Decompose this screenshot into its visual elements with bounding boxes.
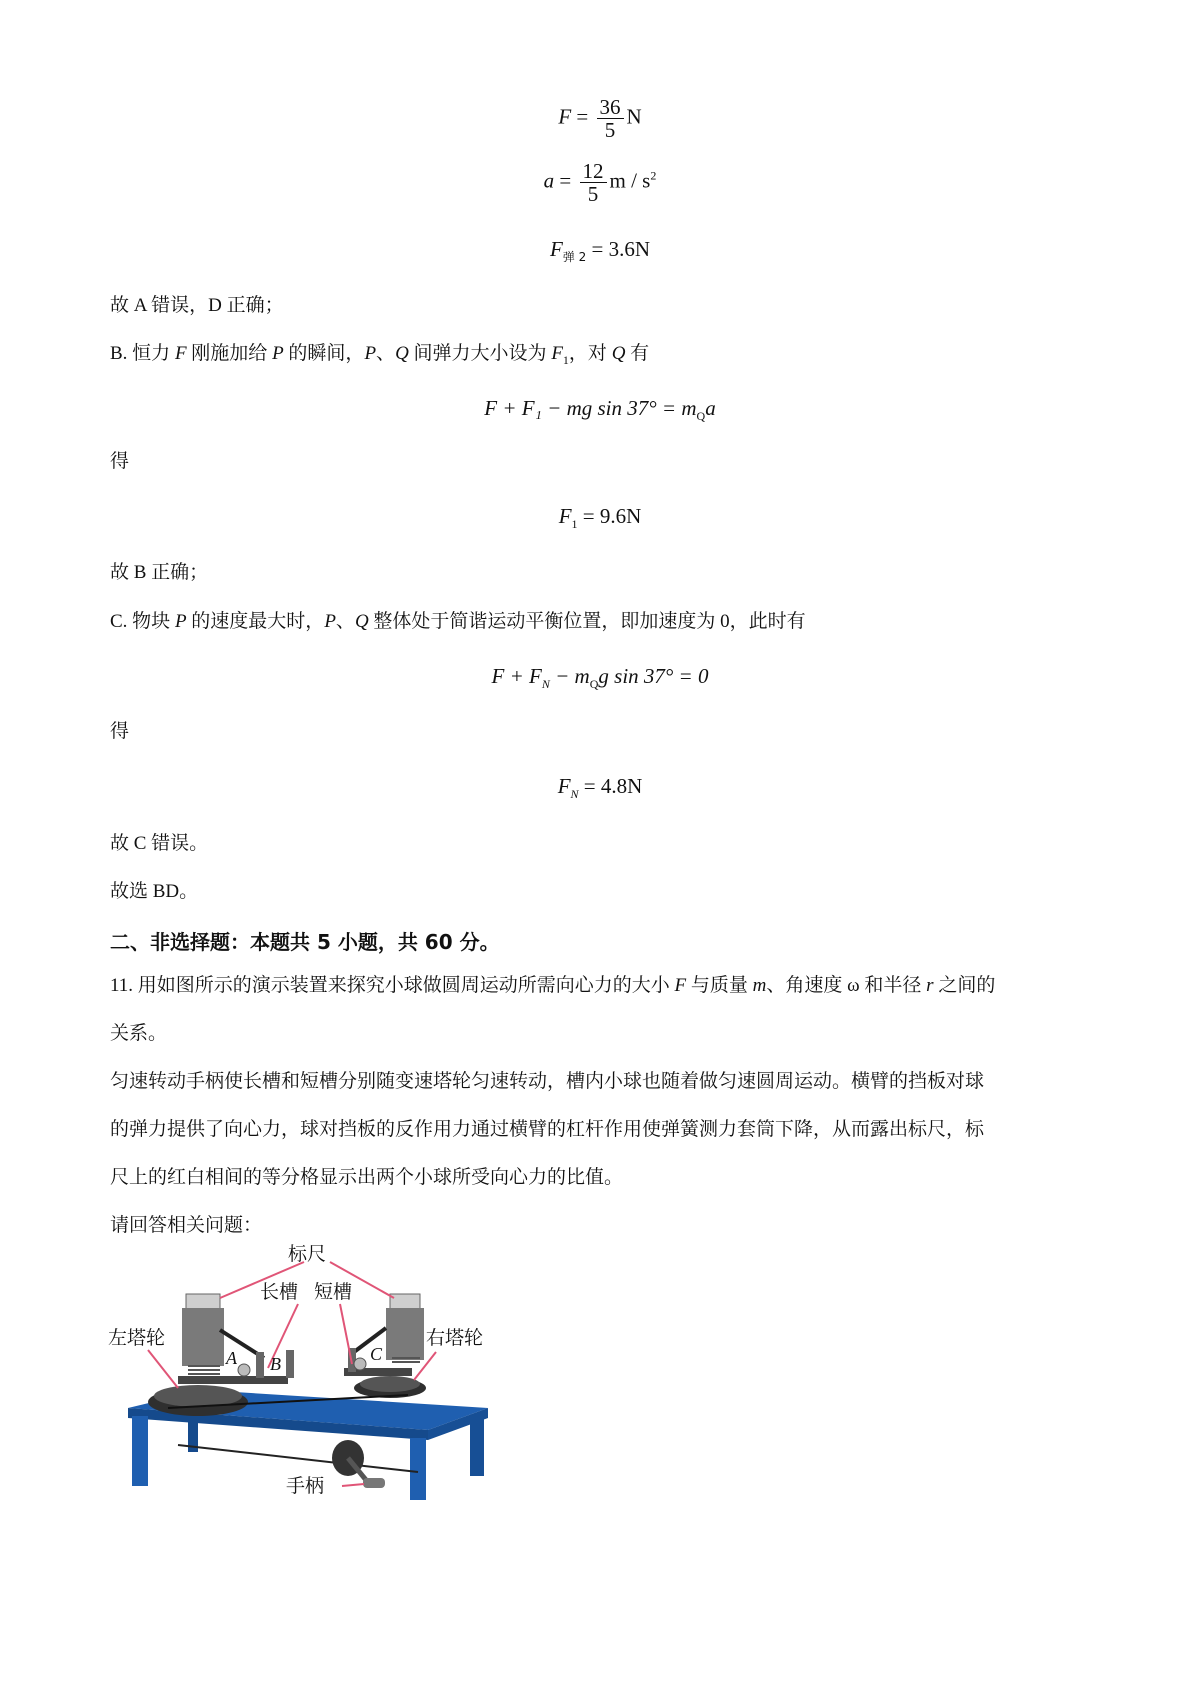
equation-c: $F + F_N - m_Qg$ sin 37° = 0	[491, 664, 709, 692]
text-line: 的弹力提供了向心力，球对挡板的反作用力通过横臂的杠杆作用使弹簧测力套筒下降，从而露出标尺，标	[110, 1119, 985, 1140]
fraction: $\frac{12}{5}$	[580, 160, 607, 205]
text-de: 得	[110, 721, 130, 742]
right-sleeve	[386, 1308, 424, 1360]
section-heading: 二、非选择题：本题共 5 小题，共 60 分。	[110, 930, 500, 954]
text-de: 得	[110, 451, 130, 472]
table-leg	[132, 1416, 148, 1486]
ball-c	[354, 1358, 366, 1370]
text-line: 尺上的红白相间的等分格显示出两个小球所受向心力的比值。	[110, 1167, 624, 1188]
long-slot	[178, 1376, 288, 1384]
baffle	[286, 1350, 294, 1378]
left-ruler	[186, 1294, 220, 1310]
equation-fn: $F_N = 4.8N$	[557, 774, 643, 802]
apparatus-figure	[108, 1240, 528, 1520]
label-left-pulley: 左塔轮	[108, 1327, 166, 1349]
label-handle: 手柄	[286, 1475, 325, 1497]
belt	[178, 1445, 418, 1472]
handle-grip	[363, 1478, 385, 1488]
pointer-line	[340, 1304, 352, 1364]
label-a: A	[226, 1348, 237, 1368]
fraction: $\frac{36}{5}$	[597, 96, 624, 141]
right-pulley-top	[360, 1376, 420, 1392]
label-c: C	[370, 1344, 383, 1364]
label-long-slot: 长槽	[260, 1281, 299, 1303]
text-line: 故 C 错误。	[110, 833, 209, 854]
text-line: 故 A 错误，D 正确；	[110, 295, 284, 316]
ball-a	[238, 1364, 250, 1376]
apparatus-diagram	[108, 1240, 528, 1520]
left-sleeve	[182, 1308, 224, 1366]
table-leg	[470, 1416, 484, 1476]
text-line: 故选 BD。	[110, 881, 199, 902]
baffle-b	[256, 1352, 264, 1378]
pointer-line	[148, 1350, 178, 1388]
pointer-line	[342, 1484, 364, 1486]
equation-acceleration: a = $\frac{12}{5}$ m / $s^2$	[543, 159, 657, 206]
text-line: 关系。	[110, 1023, 168, 1044]
equation-b: F + F₁ − mg $\sin 37^\circ = m_Qa$	[484, 396, 716, 424]
equation-force: F = $\frac{36}{5}$ N	[558, 95, 642, 142]
label-ruler: 标尺	[288, 1243, 327, 1265]
equation-f1: $F_1 = 9.6N$	[558, 504, 642, 532]
text-line: 请回答相关问题：	[110, 1215, 263, 1236]
text-line: 故 B 正确；	[110, 562, 209, 583]
question-11: 11. 用如图所示的演示装置来探究小球做圆周运动所需向心力的大小 F 与质量 m、角速度 ω 和半径 r 之间的	[110, 975, 996, 996]
label-short-slot: 短槽	[314, 1281, 353, 1303]
label-right-pulley: 右塔轮	[426, 1327, 484, 1349]
text-line-b: B. 恒力 F 刚施加给 P 的瞬间，P、Q 间弹力大小设为 $F_1$，对 Q 有	[110, 343, 650, 367]
equation-spring-force: $F_{弹 2} = 3.6N$	[549, 237, 651, 265]
table-leg	[410, 1438, 426, 1500]
text-line: 匀速转动手柄使长槽和短槽分别随变速塔轮匀速转动，槽内小球也随着做匀速圆周运动。横臂的挡板对球	[110, 1071, 985, 1092]
text-line-c: C. 物块 P 的速度最大时，P、Q 整体处于简谐运动平衡位置，即加速度为 0，此时有	[110, 611, 806, 632]
label-b: B	[270, 1354, 281, 1374]
right-ruler	[390, 1294, 420, 1310]
left-pulley-top	[154, 1385, 242, 1407]
left-spring	[188, 1366, 220, 1374]
